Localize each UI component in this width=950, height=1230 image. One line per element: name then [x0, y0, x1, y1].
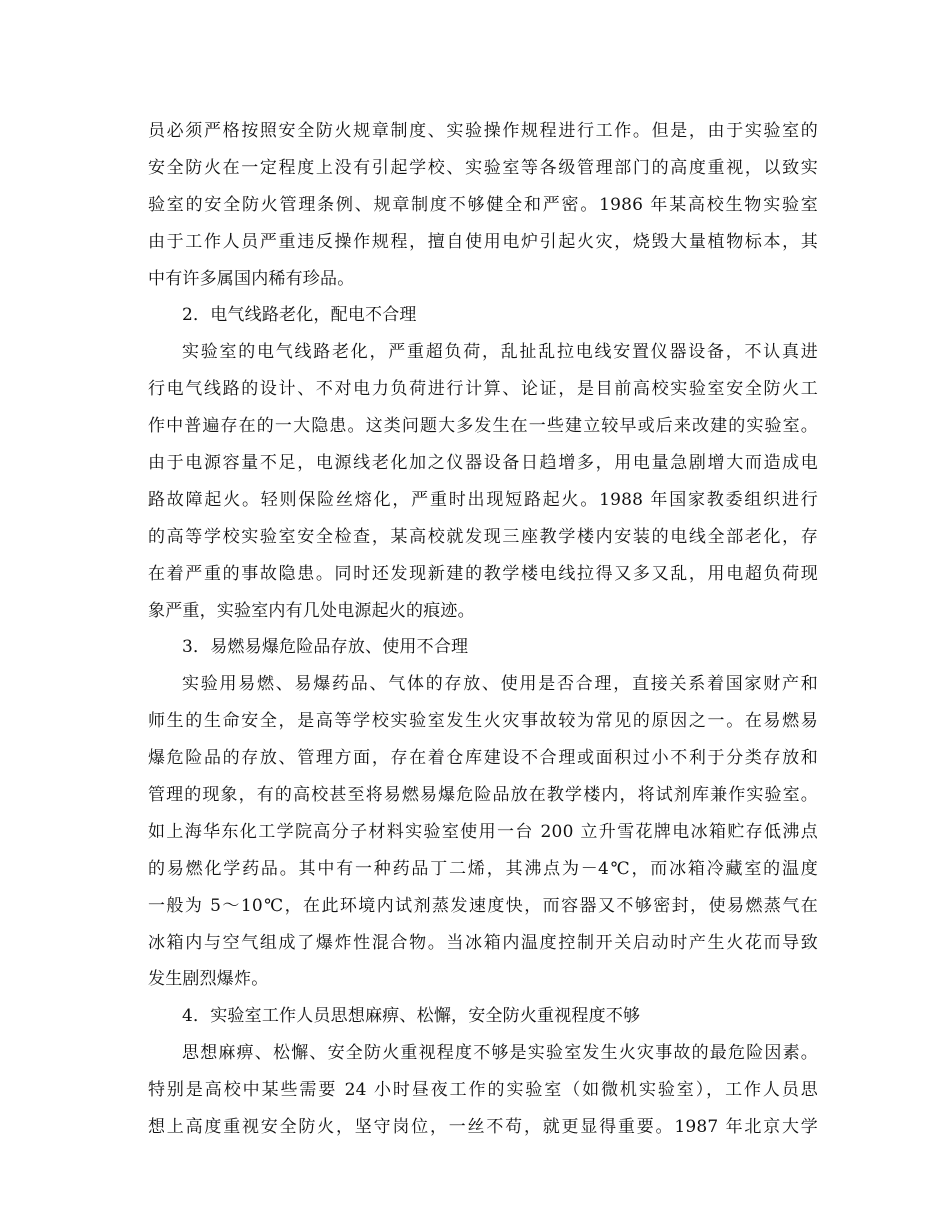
- text-line: 实验室的电气线路老化，严重超负荷，乱扯乱拉电线安置仪器设备，不认真进: [182, 342, 818, 363]
- text-line: 行电气线路的设计、不对电力负荷进行计算、论证，是目前高校实验室安全防火工: [148, 379, 818, 400]
- text-line: 如上海华东化工学院高分子材料实验室使用一台 200 立升雪花牌电冰箱贮存低沸点: [148, 821, 818, 842]
- text-line: 路故障起火。轻则保险丝熔化，严重时出现短路起火。1988 年国家教委组织进行: [148, 489, 818, 510]
- text-line: 安全防火在一定程度上没有引起学校、实验室等各级管理部门的高度重视，以致实: [148, 157, 818, 178]
- text-line: 师生的生命安全，是高等学校实验室发生火灾事故较为常见的原因之一。在易燃易: [148, 711, 818, 732]
- text-line: 由于工作人员严重违反操作规程，擅自使用电炉引起火灾，烧毁大量植物标本，其: [148, 231, 818, 252]
- text-line: 员必须严格按照安全防火规章制度、实验操作规程进行工作。但是，由于实验室的: [148, 121, 818, 141]
- text-line: 管理的现象，有的高校甚至将易燃易爆危险品放在教学楼内，将试剂库兼作实验室。: [148, 785, 818, 806]
- text-line: 爆危险品的存放、管理方面，存在着仓库建设不合理或面积过小不利于分类存放和: [148, 748, 818, 769]
- text-line: 在着严重的事故隐患。同时还发现新建的教学楼电线拉得又多又乱，用电超负荷现: [148, 563, 818, 584]
- text-line: 的易燃化学药品。其中有一种药品丁二烯，其沸点为－4℃，而冰箱冷藏室的温度: [148, 858, 818, 879]
- text-line: 特别是高校中某些需要 24 小时昼夜工作的实验室（如微机实验室），工作人员思: [148, 1080, 818, 1101]
- text-line: 中有许多属国内稀有珍品。: [148, 268, 355, 289]
- text-line: 验室的安全防火管理条例、规章制度不够健全和严密。1986 年某高校生物实验室: [148, 194, 818, 215]
- text-line: 冰箱内与空气组成了爆炸性混合物。当冰箱内温度控制开关启动时产生火花而导致: [148, 932, 818, 953]
- text-line: 由于电源容量不足，电源线老化加之仪器设备日趋增多，用电量急剧增大而造成电: [148, 453, 818, 474]
- text-line: 实验用易燃、易爆药品、气体的存放、使用是否合理，直接关系着国家财产和: [182, 674, 818, 695]
- body-text: [148, 113, 818, 1146]
- text-line: 发生剧烈爆炸。: [148, 969, 269, 990]
- text-line: 想上高度重视安全防火，坚守岗位，一丝不苟，就更显得重要。1987 年北京大学: [148, 1117, 818, 1138]
- text-line: 的高等学校实验室安全检查，某高校就发现三座教学楼内安装的电线全部老化，存: [148, 526, 818, 547]
- section-heading: 3．易燃易爆危险品存放、使用不合理: [182, 637, 469, 658]
- text-line: 象严重，实验室内有几处电源起火的痕迹。: [148, 600, 475, 621]
- section-heading: 4．实验室工作人员思想麻痹、松懈，安全防火重视程度不够: [182, 1006, 641, 1027]
- text-line: 作中普遍存在的一大隐患。这类问题大多发生在一些建立较早或后来改建的实验室。: [148, 416, 818, 437]
- section-heading: 2．电气线路老化，配电不合理: [182, 305, 417, 326]
- text-line: 一般为 5～10℃，在此环境内试剂蒸发速度快，而容器又不够密封，使易燃蒸气在: [148, 895, 818, 916]
- text-line: 思想麻痹、松懈、安全防火重视程度不够是实验室发生火灾事故的最危险因素。: [182, 1043, 818, 1064]
